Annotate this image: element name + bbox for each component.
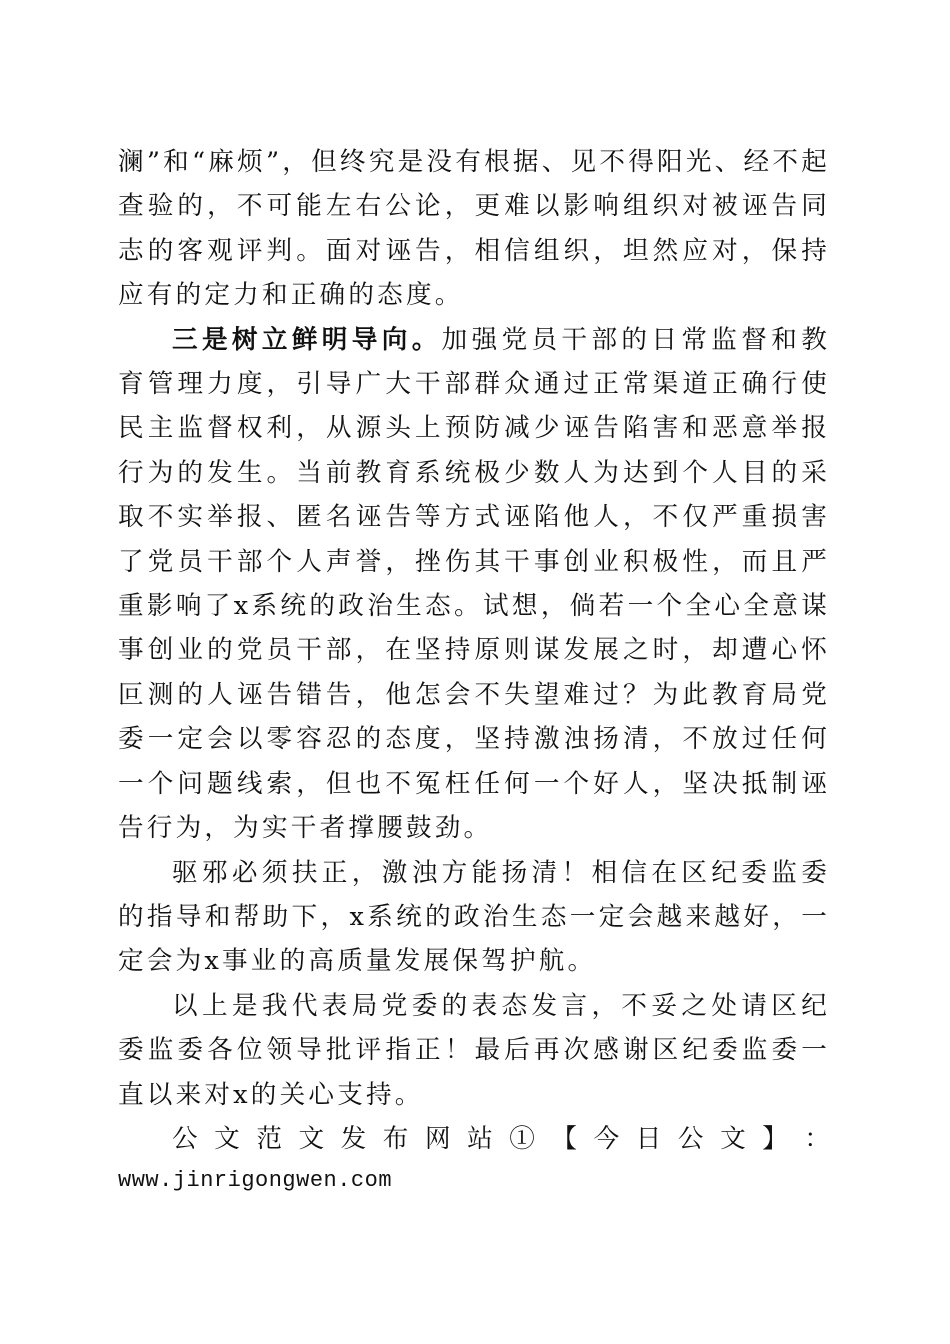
paragraph-lead-heading: 三是树立鲜明导向。 — [172, 324, 442, 355]
paragraph-text: 驱邪必须扶正，激浊方能扬清！相信在区纪委监委的指导和帮助下，x系统的政治生态一定会越来越好，一定会为x事业的高质量发展保驾护航。 — [118, 857, 830, 977]
paragraph-closing-remarks — [118, 984, 830, 1117]
paragraph-text: 以上是我代表局党委的表态发言，不妥之处请区纪委监委各位领导批评指正！最后再次感谢区纪委监委一直以来对x的关心支持。 — [118, 990, 830, 1110]
document-body — [118, 140, 830, 1201]
paragraph-establish-orientation — [118, 318, 830, 851]
paragraph-text: 加强党员干部的日常监督和教育管理力度，引导广大干部群众通过正常渠道正确行使民主监督权利，从源头上预防减少诬告陷害和恶意举报行为的发生。当前教育系统极少数人为达到个人目的采取不实举报、匿名诬告等方式诬陷他人，不仅严重损害了党员干部个人声誉，挫伤其干事创业积极性，而且严重影响了x系统的政治生态。试想，倘若一个全心全意谋事创业的党员干部，在坚持原则谋发展之时，却遭心怀叵测的人诬告错告，他怎会不失望难过？为此教育局党委一定会以零容忍的态度，坚持激浊扬清，不放过任何一个问题线索，但也不冤枉任何一个好人，坚决抵制诬告行为，为实干者撑腰鼓劲。 — [118, 324, 830, 844]
source-label-text: 公 文 范 文 发 布 网 站 ① 【 今 日 公 文 】 ： — [172, 1123, 830, 1154]
source-website-url[interactable] — [118, 1161, 830, 1201]
paragraph-continuation — [118, 140, 830, 318]
source-website-label — [118, 1117, 830, 1161]
paragraph-conclusion — [118, 851, 830, 984]
source-url-text[interactable]: www.jinrigongwen.com — [118, 1168, 393, 1194]
paragraph-text: 澜”和“麻烦”，但终究是没有根据、见不得阳光、经不起查验的，不可能左右公论，更难以影响组织对被诬告同志的客观评判。面对诬告，相信组织，坦然应对，保持应有的定力和正确的态度。 — [118, 147, 830, 311]
